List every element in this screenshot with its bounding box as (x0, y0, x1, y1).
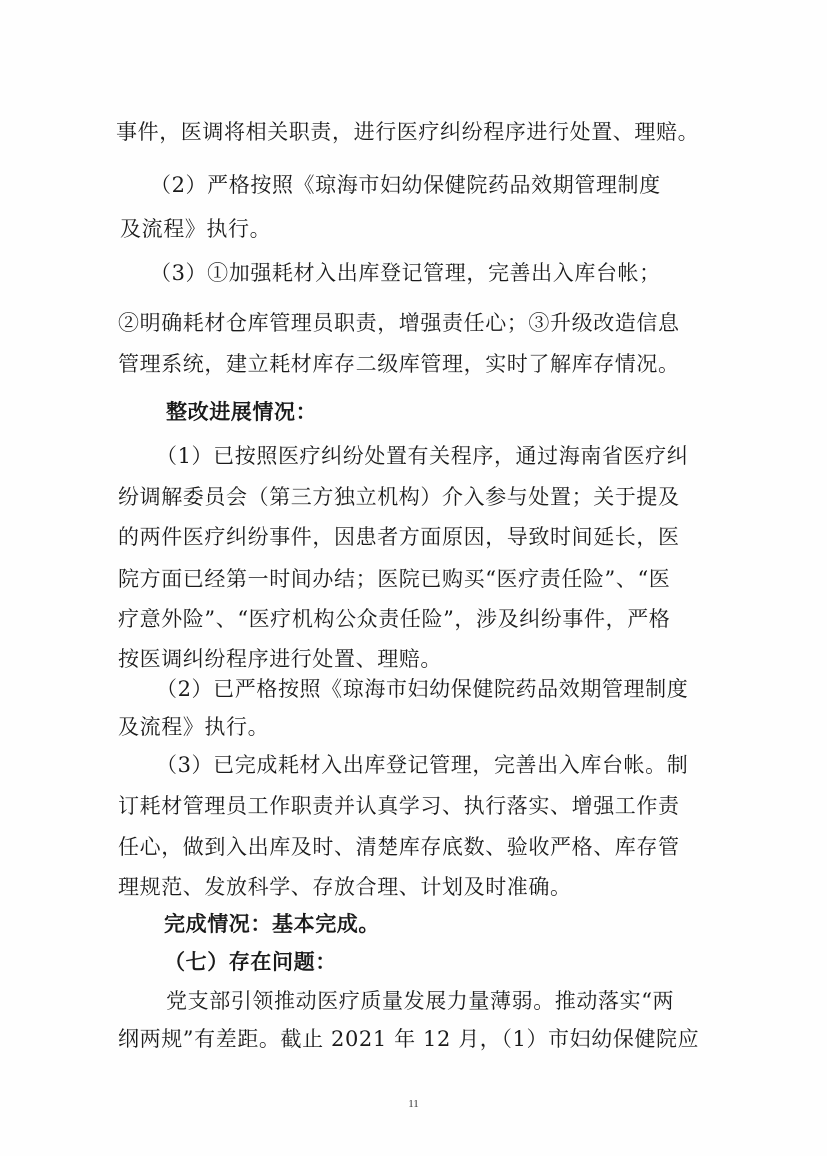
text-line-1: 事件，医调将相关职责，进行医疗纠纷程序进行处置、理赔。 (116, 120, 700, 144)
text-line-13: 按医调纠纷程序进行处置、理赔。 (118, 647, 442, 671)
text-line-16: （3）已完成耗材入出库登记管理，完善出入库台帐。制 (156, 753, 689, 777)
text-line-23: 纲两规”有差距。截止 2021 年 12 月，（1）市妇幼保健院应 (118, 1027, 700, 1051)
text-line-4: （3）①加强耗材入出库登记管理，完善出入库台帐； (150, 261, 661, 285)
text-line-2: （2）严格按照《琼海市妇幼保健院药品效期管理制度 (150, 173, 661, 197)
text-line-3: 及流程》执行。 (120, 217, 272, 241)
text-line-8: （1）已按照医疗纠纷处置有关程序，通过海南省医疗纠 (156, 444, 689, 468)
text-line-12: 疗意外险”、“医疗机构公众责任险”，涉及纠纷事件，严格 (118, 607, 671, 631)
completion-status: 完成情况：基本完成。 (164, 911, 380, 936)
text-line-10: 的两件医疗纠纷事件，因患者方面原因，导致时间延长，医 (118, 525, 680, 549)
text-line-14: （2）已严格按照《琼海市妇幼保健院药品效期管理制度 (156, 677, 689, 701)
text-line-9: 纷调解委员会（第三方独立机构）介入参与处置；关于提及 (118, 485, 680, 509)
text-line-18: 任心，做到入出库及时、清楚库存底数、验收严格、库存管 (118, 835, 680, 859)
text-line-22: 党支部引领推动医疗质量发展力量薄弱。推动落实“两 (166, 989, 675, 1013)
text-line-17: 订耗材管理员工作职责并认真学习、执行落实、增强工作责 (118, 794, 680, 818)
text-line-19: 理规范、发放科学、存放合理、计划及时准确。 (118, 875, 572, 899)
text-line-6: 管理系统，建立耗材库存二级库管理，实时了解库存情况。 (118, 352, 680, 376)
section-heading-progress: 整改进展情况： (166, 399, 318, 424)
text-line-5: ②明确耗材仓库管理员职责，增强责任心；③升级改造信息 (118, 311, 680, 335)
text-line-11: 院方面已经第一时间办结；医院已购买“医疗责任险”、“医 (118, 567, 671, 591)
text-line-15: 及流程》执行。 (118, 715, 270, 739)
section-heading-problems: （七）存在问题： (164, 949, 337, 974)
page-number: 11 (408, 1098, 419, 1110)
